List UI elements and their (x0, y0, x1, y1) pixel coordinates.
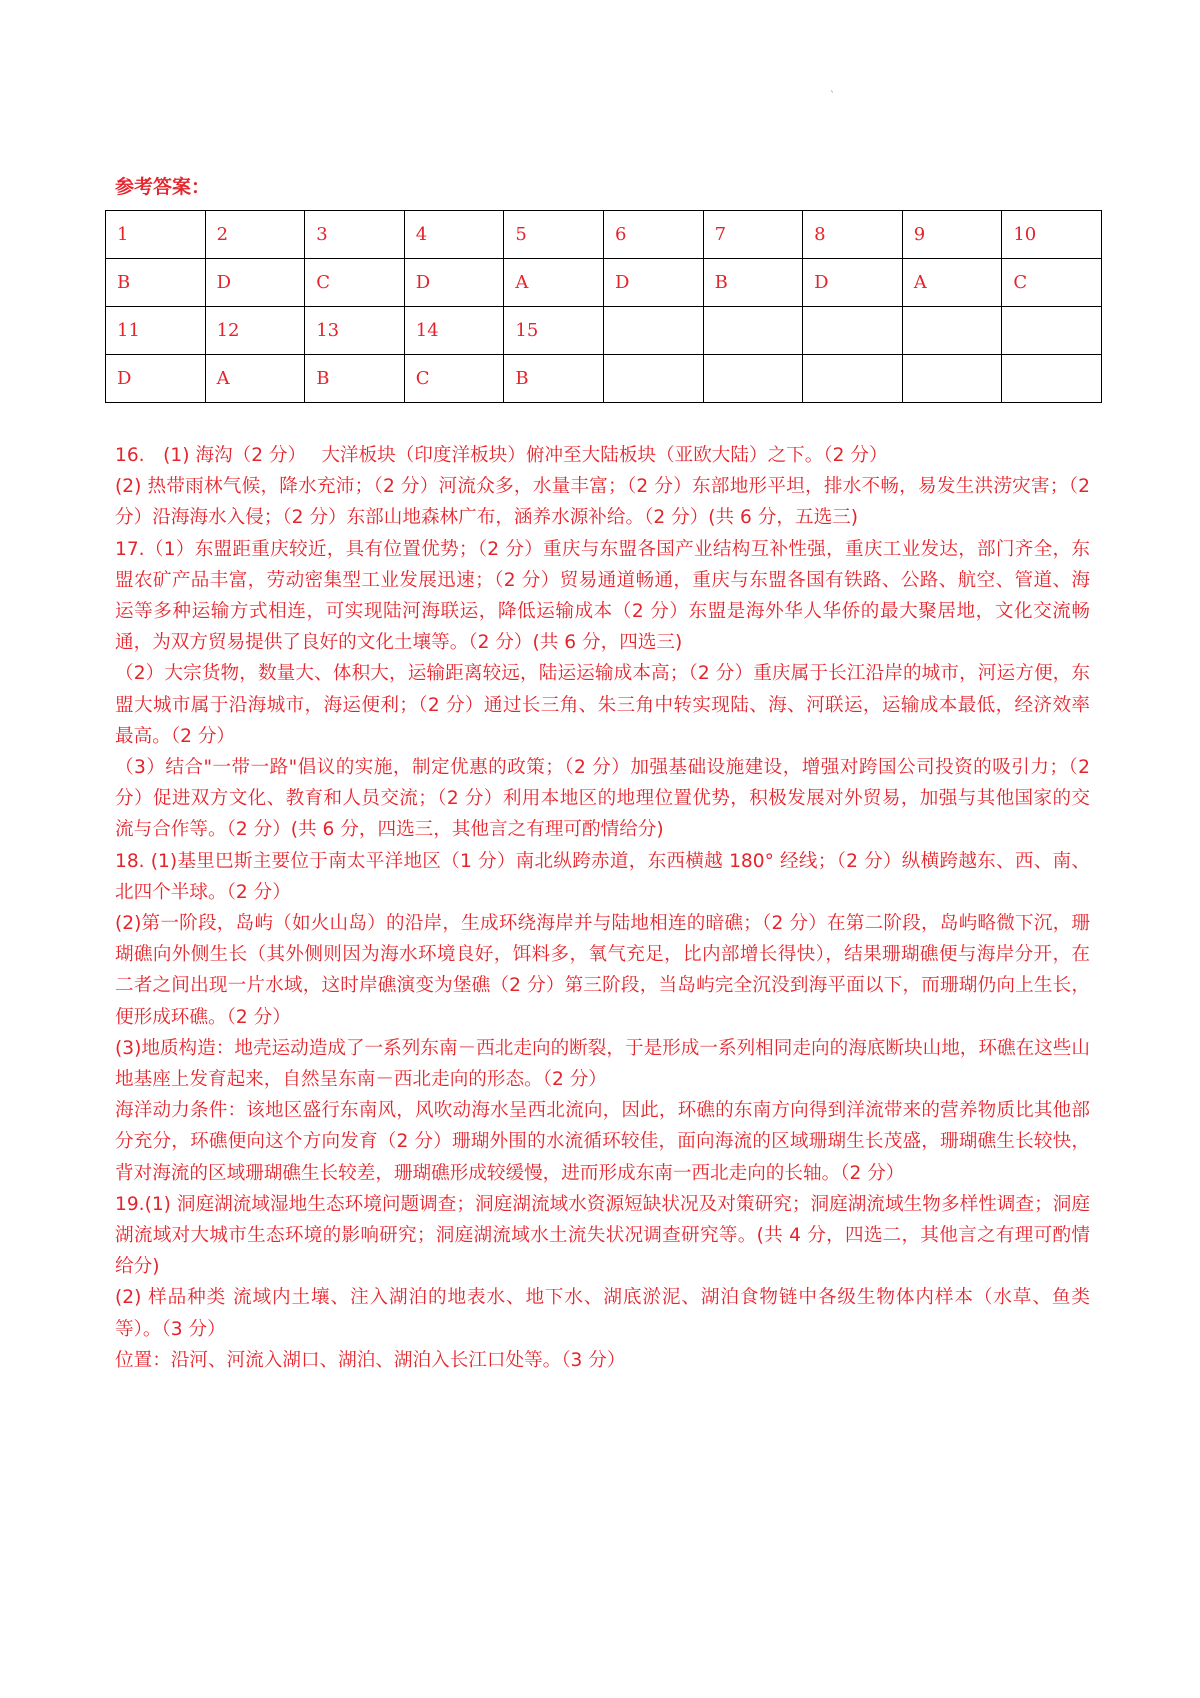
table-cell: B (504, 355, 604, 403)
table-cell (902, 307, 1002, 355)
table-cell: B (305, 355, 405, 403)
paragraph-16-1: 16. (1) 海沟（2 分） 大洋板块（印度洋板块）俯冲至大陆板块（亚欧大陆）之下。（2 分） (115, 445, 888, 466)
paragraph-18-3-ocean: 海洋动力条件：该地区盛行东南风，风吹动海水呈西北流向，因此，环礁的东南方向得到洋流带来的营养物质比其他部分充分，环礁便向这个方向发育（2 分）珊瑚外围的水流循环较佳，面向海流的区域珊瑚生长茂盛，珊瑚礁生长较快，背对海流的区域珊瑚礁生长较差，珊瑚礁形成较缓慢，进而形成东南一西北走向的长轴。（2 分） (115, 1100, 1090, 1184)
table-cell: D (106, 355, 206, 403)
table-cell (803, 355, 903, 403)
paragraph-16-2: (2) 热带雨林气候，降水充沛；（2 分）河流众多，水量丰富；（2 分）东部地形平坦，排水不畅，易发生洪涝灾害；（2 分）沿海海水入侵；（2 分）东部山地森林广布，涵养水源补给。（2 分）(共 6 分，五选三) (115, 476, 1090, 529)
table-row (106, 259, 1102, 307)
table-cell (603, 307, 703, 355)
paragraph-17-3: （3）结合"一带一路"倡议的实施，制定优惠的政策；（2 分）加强基础设施建设，增强对跨国公司投资的吸引力；（2 分）促进双方文化、教育和人员交流；（2 分）利用本地区的地理位置优势，积极发展对外贸易，加强与其他国家的交流与合作等。（2 分）(共 6 分，四选三，其他言之有理可酌情给分) (115, 757, 1090, 841)
answer-table (105, 210, 1102, 403)
table-cell: B (703, 259, 803, 307)
table-cell: D (803, 259, 903, 307)
table-cell (902, 355, 1002, 403)
paragraph-19-1: 19.(1) 洞庭湖流域湿地生态环境问题调查；洞庭湖流域水资源短缺状况及对策研究；洞庭湖流域生物多样性调查；洞庭湖流域对大城市生态环境的影响研究；洞庭湖流域水土流失状况调查研究等。(共 4 分，四选二，其他言之有理可酌情给分) (115, 1193, 1090, 1278)
table-cell (803, 307, 903, 355)
table-cell: D (603, 259, 703, 307)
table-cell: D (404, 259, 504, 307)
paragraph-19-2-samples: (2) 样品种类 流域内土壤、注入湖泊的地表水、地下水、湖底淤泥、湖泊食物链中各级生物体内样本（水草、鱼类等）。（3 分） (115, 1287, 1090, 1340)
table-cell: C (305, 259, 405, 307)
table-cell: 15 (504, 307, 604, 355)
paragraph-18-3-geology: (3)地质构造：地壳运动造成了一系列东南－西北走向的断裂，于是形成一系列相同走向的海底断块山地，环礁在这些山地基座上发育起来，自然呈东南－西北走向的形态。（2 分） (115, 1037, 1090, 1091)
table-row (106, 307, 1102, 355)
table-cell: 11 (106, 307, 206, 355)
table-cell: B (106, 259, 206, 307)
table-cell (703, 307, 803, 355)
table-cell: A (504, 259, 604, 307)
paragraph-18-1: 18. (1)基里巴斯主要位于南太平洋地区（1 分）南北纵跨赤道，东西横越 180° 经线；（2 分）纵横跨越东、西、南、北四个半球。（2 分） (115, 850, 1090, 903)
table-cell: 13 (305, 307, 405, 355)
table-cell (1002, 355, 1102, 403)
table-cell: 6 (603, 211, 703, 259)
table-row (106, 211, 1102, 259)
table-cell (603, 355, 703, 403)
paragraph-17-1: 17.（1）东盟距重庆较近，具有位置优势；（2 分）重庆与东盟各国产业结构互补性强，重庆工业发达，部门齐全，东盟农矿产品丰富，劳动密集型工业发展迅速；（2 分）贸易通道畅通，重庆与东盟各国有铁路、公路、航空、管道、海运等多种运输方式相连，可实现陆河海联运，降低运输成本（2 分）东盟是海外华人华侨的最大聚居地，文化交流畅通，为双方贸易提供了良好的文化土壤等。（2 分）(共 6 分，四选三) (115, 538, 1090, 654)
table-cell: 9 (902, 211, 1002, 259)
table-row (106, 355, 1102, 403)
paragraph-19-2-locations: 位置：沿河、河流入湖口、湖泊、湖泊入长江口处等。（3 分） (115, 1349, 626, 1371)
answer-explanations (115, 440, 1090, 1376)
table-cell: 7 (703, 211, 803, 259)
table-cell: 5 (504, 211, 604, 259)
table-cell: 14 (404, 307, 504, 355)
table-cell: A (205, 355, 305, 403)
table-cell (703, 355, 803, 403)
table-cell: 1 (106, 211, 206, 259)
paragraph-17-2: （2）大宗货物，数量大、体积大，运输距离较远，陆运运输成本高；（2 分）重庆属于长江沿岸的城市，河运方便，东盟大城市属于沿海城市，海运便利；（2 分）通过长三角、朱三角中转实现陆、海、河联运，运输成本最低，经济效率最高。（2 分） (115, 663, 1090, 747)
answer-key-title: 参考答案： (115, 176, 211, 198)
table-cell: C (404, 355, 504, 403)
table-cell: C (1002, 259, 1102, 307)
table-cell: 8 (803, 211, 903, 259)
scan-mark: ` (830, 91, 835, 102)
table-cell: D (205, 259, 305, 307)
paragraph-18-2: (2)第一阶段，岛屿（如火山岛）的沿岸，生成环绕海岸并与陆地相连的暗礁；（2 分）在第二阶段，岛屿略微下沉，珊瑚礁向外侧生长（其外侧则因为海水环境良好，饵料多，氧气充足，比内部增长得快），结果珊瑚礁便与海岸分开，在二者之间出现一片水域，这时岸礁演变为堡礁（2 分）第三阶段，当岛屿完全沉没到海平面以下，而珊瑚仍向上生长，便形成环礁。（2 分） (115, 913, 1090, 1028)
table-cell: 3 (305, 211, 405, 259)
table-cell: 4 (404, 211, 504, 259)
table-cell: 12 (205, 307, 305, 355)
table-cell: 10 (1002, 211, 1102, 259)
table-cell (1002, 307, 1102, 355)
table-cell: 2 (205, 211, 305, 259)
table-cell: A (902, 259, 1002, 307)
